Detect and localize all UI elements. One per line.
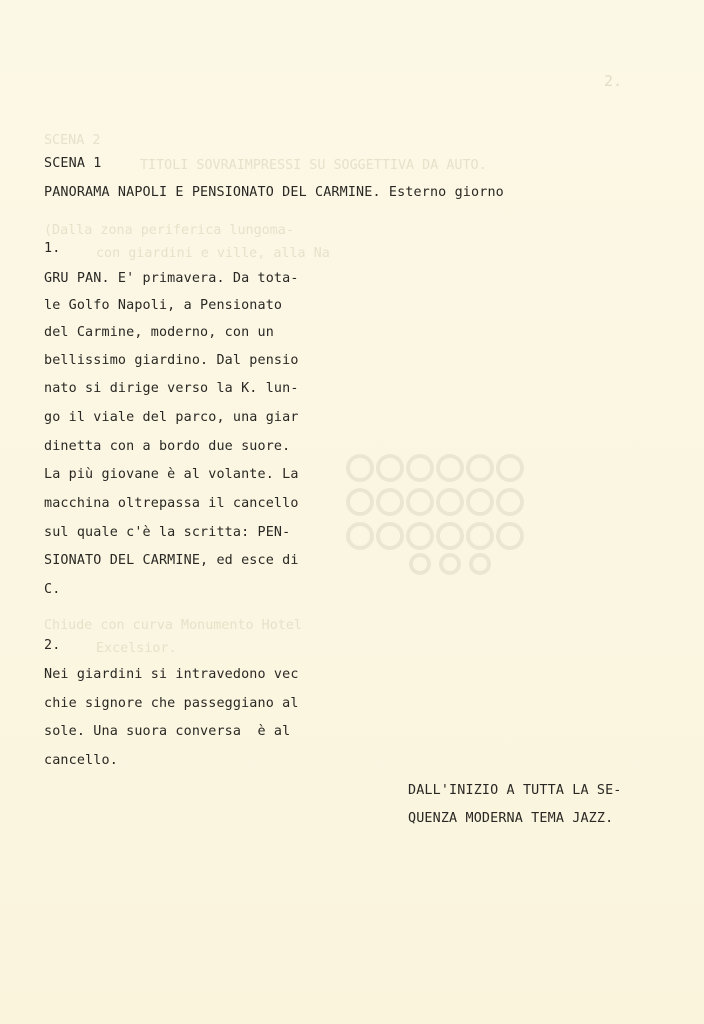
scene-title: SCENA 1 xyxy=(44,156,102,171)
shot-text-line: sul quale c'è la scritta: PEN- xyxy=(44,525,291,540)
shot-text-line: chie signore che passeggiano al xyxy=(44,696,299,711)
shot-text-line: nato si dirige verso la K. lun- xyxy=(44,381,299,396)
shot-text-line: sole. Una suora conversa è al xyxy=(44,724,291,739)
shot-number: 2. xyxy=(44,638,61,653)
shot-text-line: La più giovane è al volante. La xyxy=(44,467,299,482)
shot-text-line: bellissimo giardino. Dal pensio xyxy=(44,353,299,368)
page-number: 2. xyxy=(604,72,623,90)
showthrough-line: TITOLI SOVRAIMPRESSI SU SOGGETTIVA DA AUTO. xyxy=(140,158,487,173)
shot-text-line: C. xyxy=(44,582,61,597)
archive-stamp-mark xyxy=(338,446,534,576)
shot-text-line: GRU PAN. E' primavera. Da tota- xyxy=(44,271,299,286)
showthrough-line: Excelsior. xyxy=(96,641,177,656)
showthrough-line: Chiude con curva Monumento Hotel xyxy=(44,618,302,633)
showthrough-line: con giardini e ville, alla Na xyxy=(96,246,330,261)
shot-text-line: SIONATO DEL CARMINE, ed esce di xyxy=(44,553,299,568)
shot-text-line: Nei giardini si intravedono vec xyxy=(44,667,299,682)
shot-text-line: le Golfo Napoli, a Pensionato xyxy=(44,298,283,313)
music-note-line: QUENZA MODERNA TEMA JAZZ. xyxy=(408,811,614,826)
showthrough-line: SCENA 2 xyxy=(44,133,101,148)
shot-text-line: cancello. xyxy=(44,753,118,768)
shot-text-line: macchina oltrepassa il cancello xyxy=(44,496,299,511)
showthrough-line: (Dalla zona periferica lungoma- xyxy=(44,223,294,238)
shot-text-line: go il viale del parco, una giar xyxy=(44,410,299,425)
scene-heading: PANORAMA NAPOLI E PENSIONATO DEL CARMINE. Esterno giorno xyxy=(44,185,504,200)
shot-number: 1. xyxy=(44,241,61,256)
music-note-line: DALL'INIZIO A TUTTA LA SE- xyxy=(408,783,622,798)
shot-text-line: dinetta con a bordo due suore. xyxy=(44,439,291,454)
shot-text-line: del Carmine, moderno, con un xyxy=(44,325,274,340)
